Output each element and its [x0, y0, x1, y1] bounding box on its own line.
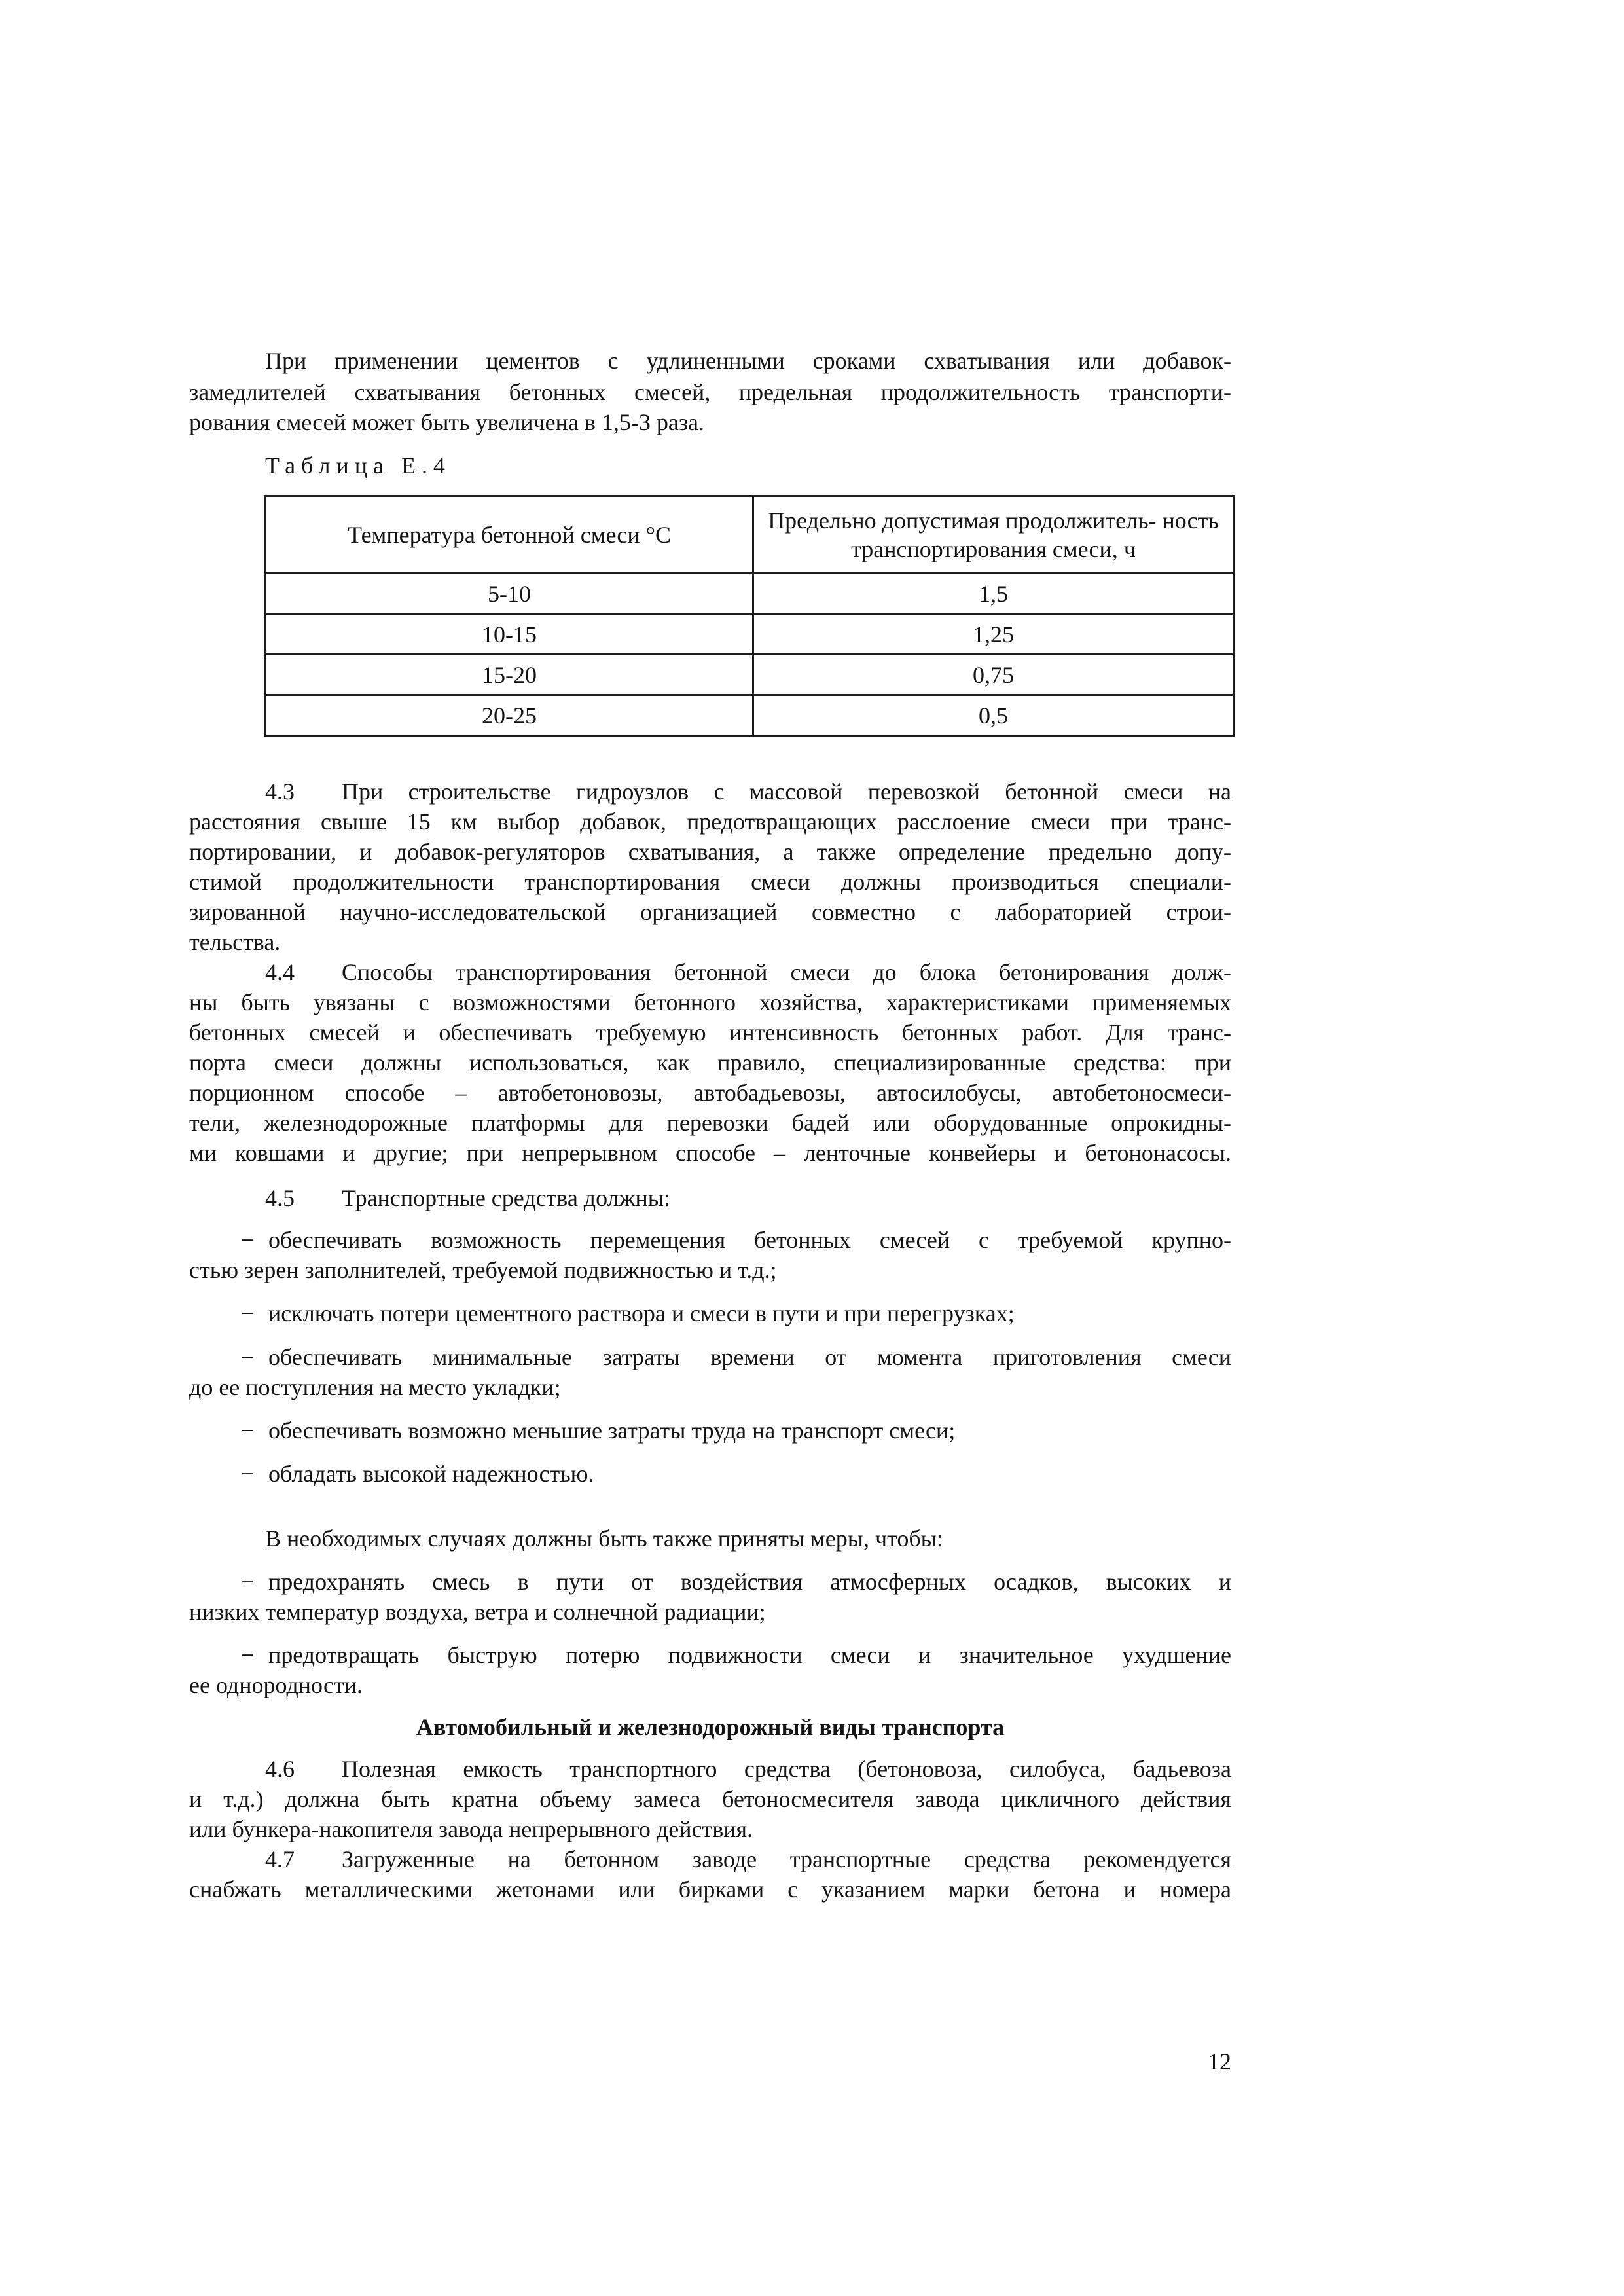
- table-cell: 15-20: [266, 655, 753, 695]
- table-row: [266, 574, 1234, 614]
- bullet-text: предохранять смесь в пути от воздействия атмосферных осадков, высоких и: [268, 1569, 1231, 1595]
- data-table: [264, 495, 1235, 737]
- bullet-dash: −: [241, 1227, 255, 1253]
- paragraph-line: ны быть увязаны с возможностями бетонного хозяйства, характеристиками применяемых: [189, 989, 1231, 1015]
- bullet-continuation: стью зерен заполнителей, требуемой подвижностью и т.д.;: [189, 1257, 777, 1283]
- bullet-text: обеспечивать возможно меньшие затраты труда на транспорт смеси;: [268, 1417, 956, 1444]
- paragraph-first-line: [265, 1846, 1231, 1874]
- table-row: [266, 695, 1234, 736]
- bullet-text: обеспечивать минимальные затраты времени от момента приготовления смеси: [268, 1344, 1231, 1370]
- section-number: 4.4: [265, 959, 295, 985]
- paragraph-line: стимой продолжительности транспортирования смеси должны производиться специали-: [189, 869, 1231, 895]
- bullet-item: [241, 1460, 1231, 1488]
- section-number: 4.5: [265, 1185, 295, 1211]
- bullet-item: [241, 1568, 1231, 1596]
- table-cell: 5-10: [266, 574, 753, 614]
- table-cell: 20-25: [266, 695, 753, 736]
- bullet-dash: −: [241, 1569, 255, 1595]
- bullet-text: исключать потери цементного раствора и смеси в пути и при перегрузках;: [268, 1300, 1015, 1326]
- bullet-continuation: ее однородности.: [189, 1672, 363, 1698]
- paragraph-line: бетонных смесей и обеспечивать требуемую интенсивность бетонных работ. Для транс-: [189, 1019, 1231, 1046]
- bullet-text: предотвращать быструю потерю подвижности смеси и значительное ухудшение: [268, 1642, 1231, 1668]
- section-number: 4.3: [265, 778, 295, 805]
- table-cell: 0,75: [753, 655, 1234, 695]
- bullet-item: [241, 1417, 1231, 1445]
- bullet-continuation: низких температур воздуха, ветра и солнечной радиации;: [189, 1599, 766, 1625]
- paragraph-line: снабжать металлическими жетонами или бирками с указанием марки бетона и номера: [189, 1876, 1231, 1903]
- bullet-dash: −: [241, 1642, 255, 1668]
- paragraph-line: тели, железнодорожные платформы для перевозки бадей или оборудованные опрокидны-: [189, 1110, 1231, 1136]
- paragraph-line: портировании, и добавок-регуляторов схватывания, а также определение предельно допу-: [189, 839, 1231, 865]
- section-heading: Автомобильный и железнодорожный виды транспорта: [416, 1714, 1005, 1740]
- paragraph-first-line: [265, 958, 1231, 987]
- table-cell: 1,5: [753, 574, 1234, 614]
- paragraph-line: или бункера-накопителя завода непрерывного действия.: [189, 1816, 753, 1842]
- table-header-cell: Предельно допустимая продолжитель- ность транспортирования смеси, ч: [753, 496, 1234, 574]
- intro-line: При применении цементов с удлиненными сроками схватывания или добавок-: [265, 348, 1231, 374]
- paragraph-first-line: [265, 1755, 1231, 1783]
- table-row: [266, 614, 1234, 655]
- table-cell: 0,5: [753, 695, 1234, 736]
- bullet-continuation: до ее поступления на место укладки;: [189, 1374, 561, 1400]
- table-row: [266, 655, 1234, 695]
- paragraph-line: порционном способе – автобетоновозы, автобадьевозы, автосилобусы, автобетоносмеси-: [189, 1080, 1231, 1106]
- intro-line: замедлителей схватывания бетонных смесей, предельная продолжительность транспорти-: [189, 379, 1231, 405]
- paragraph-first-line: [265, 778, 1231, 806]
- paragraph-text: При строительстве гидроузлов с массовой перевозкой бетонной смеси на: [342, 778, 1231, 805]
- table-caption: Таблица Е.4: [265, 452, 451, 479]
- bullet-dash: −: [241, 1461, 255, 1487]
- paragraph-line: тельства.: [189, 929, 281, 955]
- paragraph-text: Транспортные средства должны:: [342, 1185, 670, 1211]
- paragraph-line: ми ковшами и другие; при непрерывном способе – ленточные конвейеры и бетононасосы.: [189, 1140, 1231, 1166]
- paragraph-line: и т.д.) должна быть кратна объему замеса бетоносмесителя завода цикличного действия: [189, 1786, 1231, 1812]
- paragraph-first-line: [265, 1184, 1231, 1212]
- page-number: 12: [1208, 2049, 1231, 2075]
- paragraph-text: Способы транспортирования бетонной смеси до блока бетонирования долж-: [342, 959, 1231, 985]
- paragraph-text: Полезная емкость транспортного средства (бетоновоза, силобуса, бадьевоза: [342, 1756, 1231, 1782]
- bullet-item: [241, 1300, 1231, 1328]
- table-header-row: [266, 496, 1234, 574]
- bullet-item: [241, 1641, 1231, 1669]
- measures-intro: В необходимых случаях должны быть также приняты меры, чтобы:: [265, 1525, 943, 1552]
- bullet-text: обладать высокой надежностью.: [268, 1461, 594, 1487]
- bullet-dash: −: [241, 1300, 255, 1326]
- table-header-cell: Температура бетонной смеси °С: [266, 496, 753, 574]
- section-number: 4.6: [265, 1756, 295, 1782]
- section-number: 4.7: [265, 1846, 295, 1872]
- bullet-dash: −: [241, 1344, 255, 1370]
- bullet-dash: −: [241, 1417, 255, 1444]
- paragraph-line: порта смеси должны использоваться, как правило, специализированные средства: при: [189, 1049, 1231, 1076]
- paragraph-line: расстояния свыше 15 км выбор добавок, предотвращающих расслоение смеси при транс-: [189, 809, 1231, 835]
- paragraph-text: Загруженные на бетонном заводе транспортные средства рекомендуется: [342, 1846, 1231, 1872]
- table-cell: 10-15: [266, 614, 753, 655]
- bullet-item: [241, 1226, 1231, 1254]
- bullet-text: обеспечивать возможность перемещения бетонных смесей с требуемой крупно-: [268, 1227, 1231, 1253]
- intro-line: рования смесей может быть увеличена в 1,5-3 раза.: [189, 409, 705, 435]
- bullet-item: [241, 1343, 1231, 1372]
- paragraph-line: зированной научно-исследовательской организацией совместно с лабораторией строи-: [189, 899, 1231, 925]
- table-cell: 1,25: [753, 614, 1234, 655]
